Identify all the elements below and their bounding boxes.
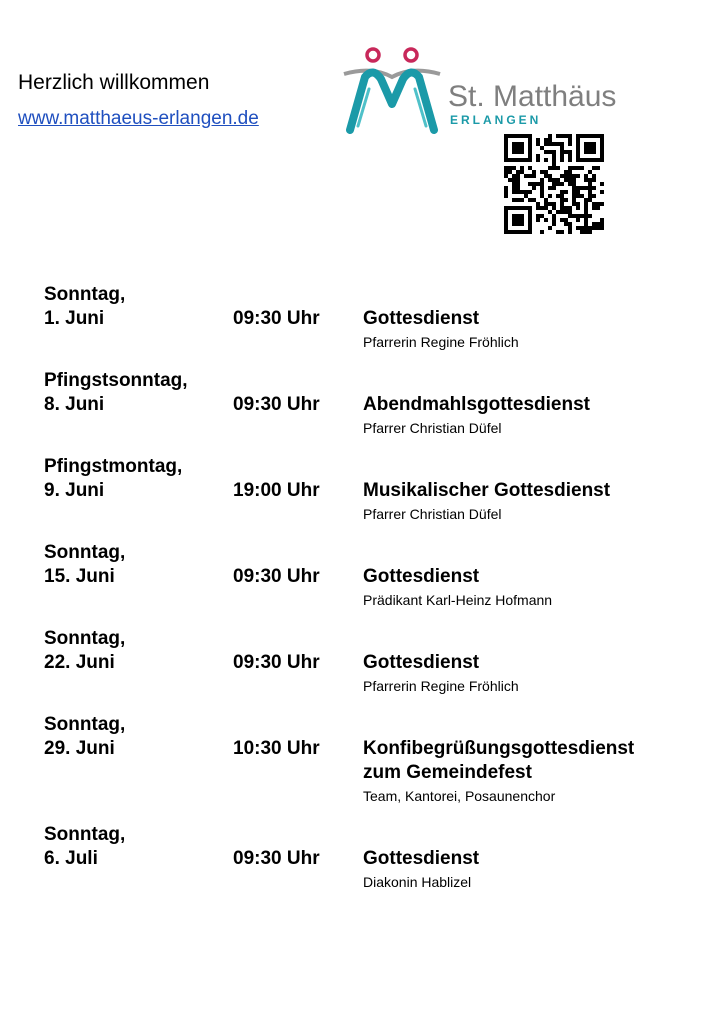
logo-name: St. Matthäus [448, 80, 617, 113]
service-entry [44, 823, 694, 893]
service-detail [363, 651, 694, 697]
service-date: 8. Juni [44, 394, 105, 415]
service-time: 09:30 Uhr [233, 566, 320, 587]
service-row [44, 651, 694, 697]
service-time: 09:30 Uhr [233, 308, 320, 329]
service-title: Gottesdienst [363, 848, 480, 869]
service-leader: Pfarrerin Regine Fröhlich [363, 678, 519, 694]
service-day: Sonntag, [44, 628, 126, 649]
service-time: 09:30 Uhr [233, 848, 320, 869]
service-row [44, 565, 694, 611]
service-entry [44, 369, 694, 439]
service-day: Sonntag, [44, 284, 126, 305]
service-row [44, 307, 694, 353]
service-day: Sonntag, [44, 714, 126, 735]
service-date: 9. Juni [44, 480, 105, 501]
logo-subtitle: ERLANGEN [450, 113, 542, 127]
qr-code[interactable] [504, 134, 604, 234]
qr-code-icon [504, 134, 604, 234]
service-detail [363, 737, 694, 807]
service-time: 09:30 Uhr [233, 394, 320, 415]
service-day: Pfingstmontag, [44, 456, 183, 477]
service-date: 29. Juni [44, 738, 115, 759]
service-title: Gottesdienst [363, 652, 480, 673]
service-time: 09:30 Uhr [233, 652, 320, 673]
service-leader: Diakonin Hablizel [363, 874, 472, 890]
website-link[interactable]: www.matthaeus-erlangen.de [18, 108, 259, 129]
service-entry [44, 627, 694, 697]
service-title: Abendmahlsgottesdienst [363, 394, 590, 415]
service-row [44, 479, 694, 525]
service-time: 19:00 Uhr [233, 480, 320, 501]
service-detail [363, 565, 694, 611]
service-title: Konfibegrüßungsgottesdienst [363, 738, 635, 759]
service-leader: Prädikant Karl-Heinz Hofmann [363, 592, 553, 608]
service-entry [44, 283, 694, 353]
service-time: 10:30 Uhr [233, 738, 320, 759]
service-title: Gottesdienst [363, 566, 480, 587]
welcome-heading: Herzlich willkommen [18, 71, 210, 94]
service-title: Musikalischer Gottesdienst [363, 480, 611, 501]
service-detail [363, 393, 694, 439]
service-entry [44, 713, 694, 807]
service-title: Gottesdienst [363, 308, 480, 329]
service-date: 22. Juni [44, 652, 115, 673]
service-detail [363, 479, 694, 525]
service-date: 15. Juni [44, 566, 115, 587]
matthaeus-logo-icon [342, 44, 442, 138]
service-schedule [44, 283, 694, 909]
service-date: 6. Juli [44, 848, 98, 869]
service-row [44, 393, 694, 439]
service-detail [363, 307, 694, 353]
service-row [44, 847, 694, 893]
service-detail [363, 847, 694, 893]
service-leader: Team, Kantorei, Posaunenchor [363, 788, 556, 804]
service-entry [44, 455, 694, 525]
service-day: Pfingstsonntag, [44, 370, 188, 391]
service-title: zum Gemeindefest [363, 762, 532, 783]
service-leader: Pfarrer Christian Düfel [363, 420, 502, 436]
service-date: 1. Juni [44, 308, 105, 329]
church-logo [342, 44, 642, 138]
service-leader: Pfarrer Christian Düfel [363, 506, 502, 522]
service-entry [44, 541, 694, 611]
service-day: Sonntag, [44, 824, 126, 845]
service-day: Sonntag, [44, 542, 126, 563]
service-leader: Pfarrerin Regine Fröhlich [363, 334, 519, 350]
service-row [44, 737, 694, 807]
